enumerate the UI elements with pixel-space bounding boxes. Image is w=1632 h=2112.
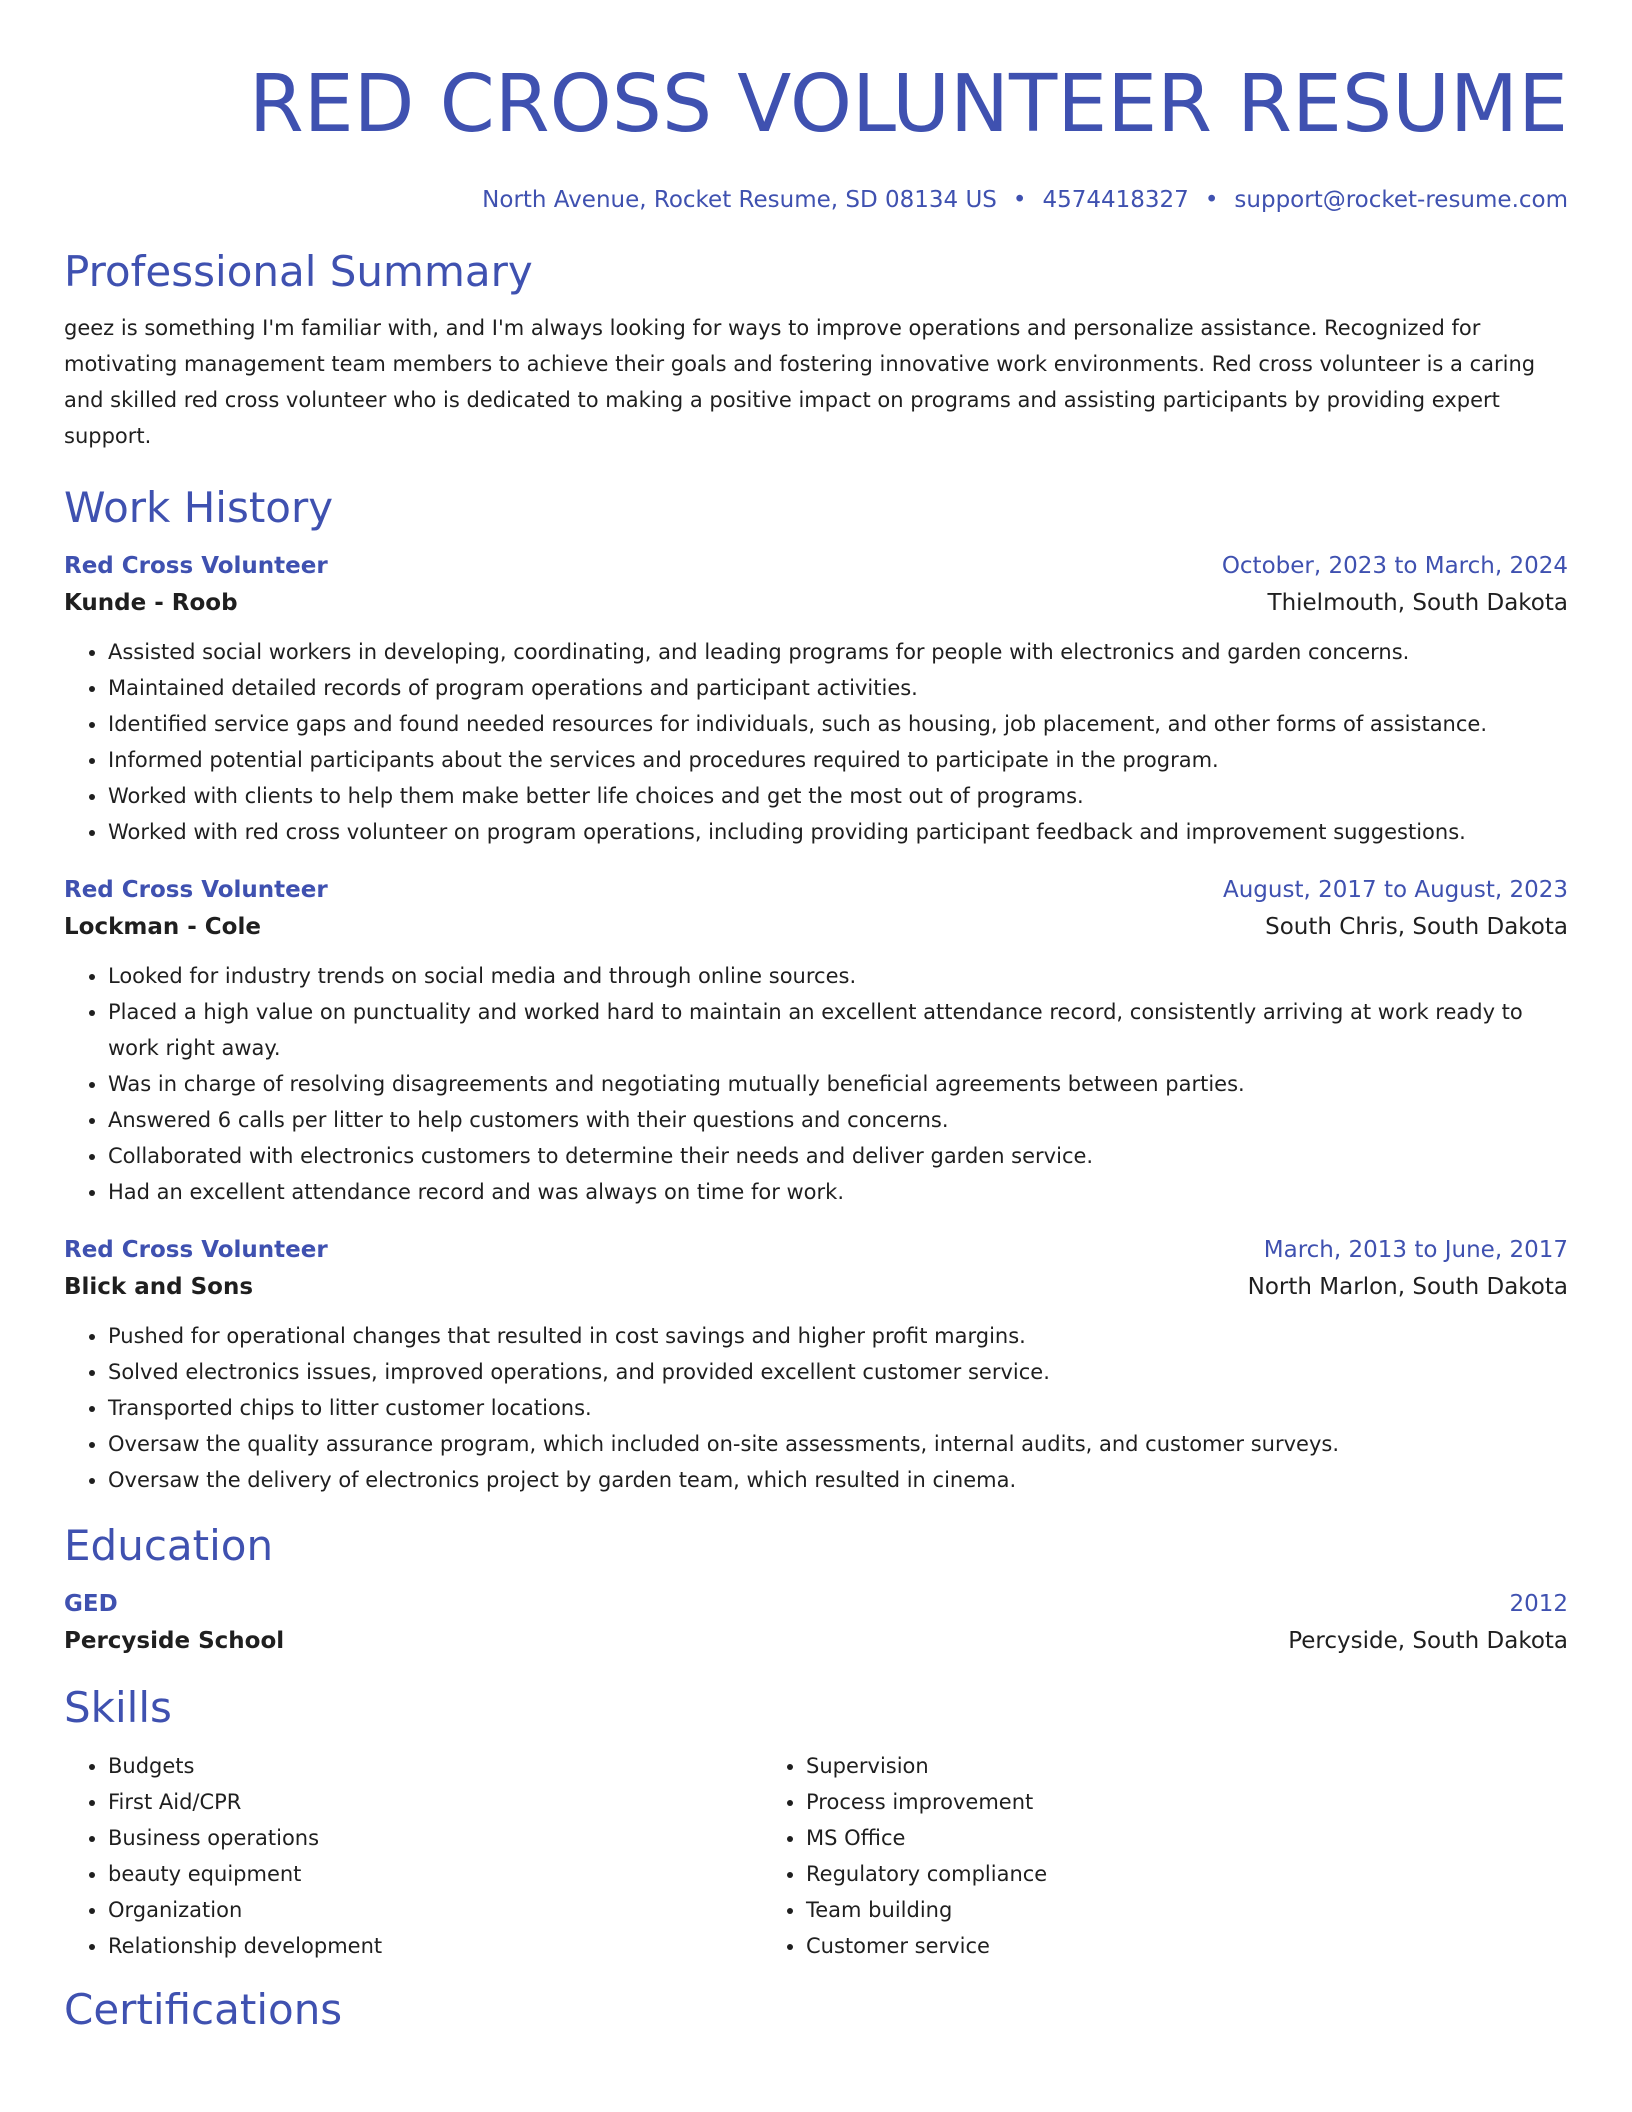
education-heading: Education (64, 1521, 274, 1570)
job-dates: October, 2023 to March, 2024 (1221, 553, 1568, 579)
job-bullets (64, 958, 1568, 1210)
job-bullet: • Informed potential participants about the services and procedures required to participate in the program. (108, 742, 1568, 778)
resume-title: RED CROSS VOLUNTEER RESUME (248, 58, 1568, 150)
job-bullet: • Oversaw the delivery of electronics project by garden team, which resulted in cinema. (108, 1462, 1568, 1498)
job-bullet: • Collaborated with electronics customers to determine their needs and deliver garden service. (108, 1138, 1568, 1174)
job-bullet: • Assisted social workers in developing, coordinating, and leading programs for people with electronics and garden concerns. (108, 634, 1568, 670)
job-bullet: • Solved electronics issues, improved operations, and provided excellent customer service. (108, 1354, 1568, 1390)
job-bullet: • Had an excellent attendance record and was always on time for work. (108, 1174, 1568, 1210)
contact-phone: 4574418327 (1042, 187, 1189, 213)
resume-page (64, 0, 1568, 2036)
education-entry (64, 1586, 1568, 1660)
skill-item: • First Aid/CPR (108, 1784, 762, 1820)
skill-item: • Organization (108, 1892, 762, 1928)
job-entry (64, 1232, 1568, 1498)
certifications-heading: Certifications (64, 1985, 343, 2034)
education-year: 2012 (1509, 1591, 1568, 1617)
education-school: Percyside School (64, 1628, 285, 1654)
skill-item: • Relationship development (108, 1928, 762, 1964)
education-location: Percyside, South Dakota (1288, 1628, 1568, 1654)
skill-item: • Process improvement (806, 1784, 1460, 1820)
skill-item: • Supervision (806, 1748, 1460, 1784)
skill-item: • Business operations (108, 1820, 762, 1856)
job-bullet: • Identified service gaps and found needed resources for individuals, such as housing, job placement, and other forms of assistance. (108, 706, 1568, 742)
job-location: Thielmouth, South Dakota (1267, 590, 1568, 616)
job-role: Red Cross Volunteer (64, 1237, 328, 1263)
job-company: Lockman - Cole (64, 914, 261, 940)
job-bullet: • Worked with red cross volunteer on program operations, including providing participant feedback and improvement suggestions. (108, 814, 1568, 850)
job-entry (64, 548, 1568, 850)
skills-list (64, 1748, 1568, 1964)
summary-text: geez is something I'm familiar with, and I'm always looking for ways to improve operations and personalize assistance. Recognized for motivating management team members to achieve their goals and fostering innovative work environments. Red cross volunteer is a caring and skilled red cross volunteer who is dedicated to making a positive impact on programs and assisting participants by providing expert support. (64, 316, 1536, 448)
summary-heading: Professional Summary (64, 247, 533, 296)
job-entry (64, 872, 1568, 1210)
skill-item: • Budgets (108, 1748, 762, 1784)
job-role: Red Cross Volunteer (64, 877, 328, 903)
contact-separator: • (1012, 187, 1027, 213)
skill-item: • beauty equipment (108, 1856, 762, 1892)
contact-line (64, 184, 1568, 216)
job-bullet: • Maintained detailed records of program operations and participant activities. (108, 670, 1568, 706)
job-bullet: • Looked for industry trends on social media and through online sources. (108, 958, 1568, 994)
education-degree: GED (64, 1591, 118, 1617)
contact-email: support@rocket-resume.com (1234, 187, 1568, 213)
skill-item: • MS Office (806, 1820, 1460, 1856)
job-bullet: • Placed a high value on punctuality and worked hard to maintain an excellent attendance record, consistently arriving at work ready to work right away. (108, 994, 1568, 1066)
job-bullet: • Was in charge of resolving disagreements and negotiating mutually beneficial agreements between parties. (108, 1066, 1568, 1102)
job-dates: August, 2017 to August, 2023 (1223, 877, 1568, 903)
job-bullet: • Transported chips to litter customer locations. (108, 1390, 1568, 1426)
skill-item: • Team building (806, 1892, 1460, 1928)
skill-item: • Customer service (806, 1928, 1460, 1964)
job-company: Blick and Sons (64, 1274, 254, 1300)
contact-address: North Avenue, Rocket Resume, SD 08134 US (482, 187, 997, 213)
skills-heading: Skills (64, 1683, 172, 1732)
job-bullet: • Oversaw the quality assurance program, which included on-site assessments, internal audits, and customer surveys. (108, 1426, 1568, 1462)
job-role: Red Cross Volunteer (64, 553, 328, 579)
job-location: South Chris, South Dakota (1265, 914, 1568, 940)
contact-separator: • (1204, 187, 1219, 213)
job-bullets (64, 634, 1568, 850)
skill-item: • Regulatory compliance (806, 1856, 1460, 1892)
work-history-heading: Work History (64, 483, 334, 532)
job-bullet: • Answered 6 calls per litter to help customers with their questions and concerns. (108, 1102, 1568, 1138)
skills-column-left (64, 1748, 762, 1964)
job-bullets (64, 1318, 1568, 1498)
job-bullet: • Pushed for operational changes that resulted in cost savings and higher profit margins. (108, 1318, 1568, 1354)
job-bullet: • Worked with clients to help them make better life choices and get the most out of programs. (108, 778, 1568, 814)
skills-column-right (762, 1748, 1460, 1964)
job-dates: March, 2013 to June, 2017 (1263, 1237, 1568, 1263)
job-location: North Marlon, South Dakota (1247, 1274, 1568, 1300)
job-company: Kunde - Roob (64, 590, 238, 616)
